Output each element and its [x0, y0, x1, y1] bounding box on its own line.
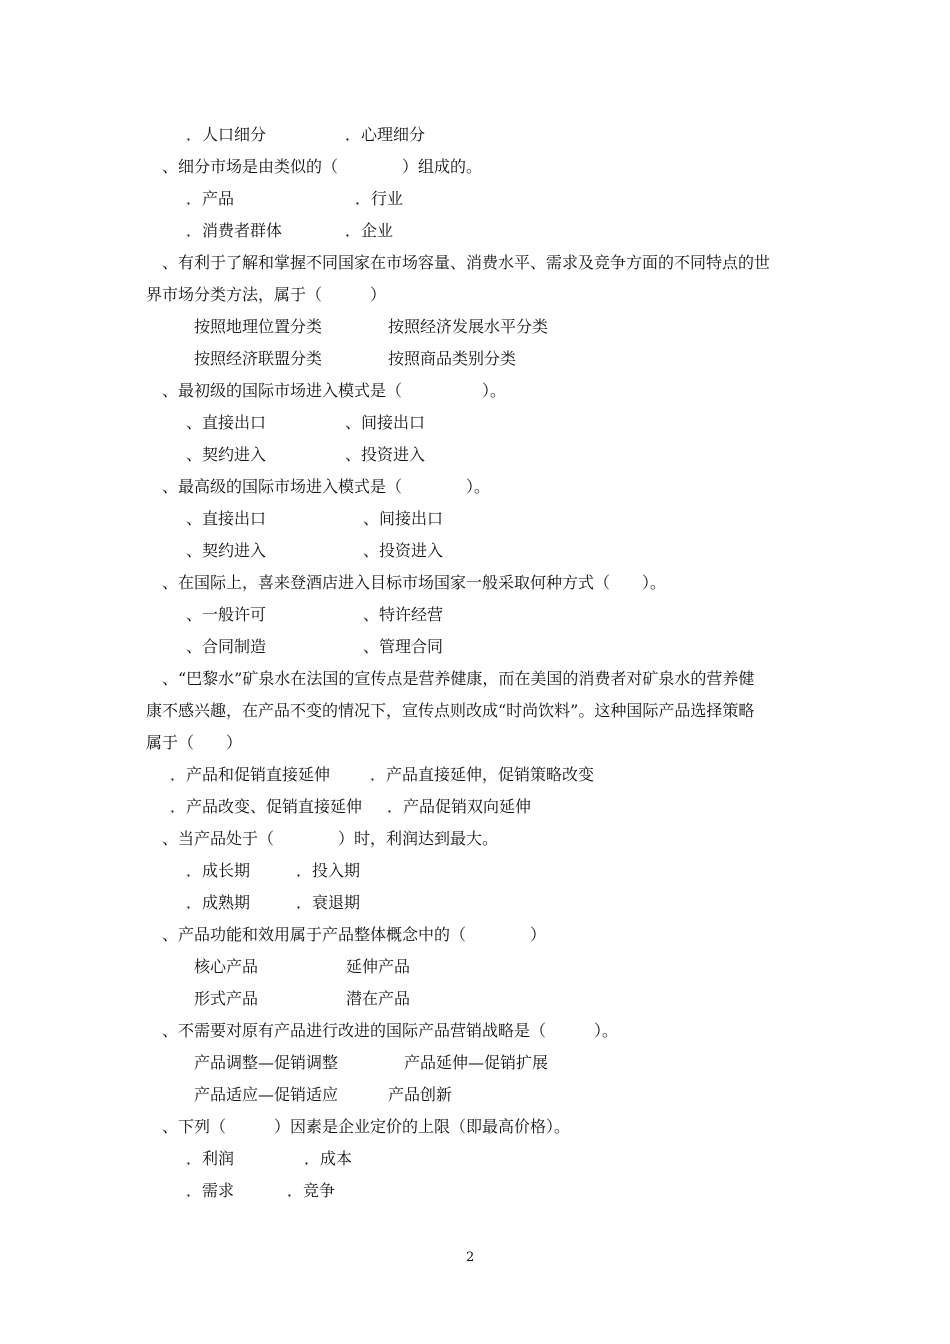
page-number: 2 [466, 1250, 475, 1265]
text-line: 、直接出口 [186, 413, 267, 432]
text-line: 、产品功能和效用属于产品整体概念中的（ ） [162, 925, 547, 944]
text-line: ．需求 [186, 1181, 235, 1200]
text-line: 、直接出口 [186, 509, 267, 528]
text-line: 、特许经营 [363, 605, 444, 624]
text-line: 、契约进入 [186, 541, 267, 560]
text-line: 延伸产品 [346, 957, 411, 976]
text-line: 属于（ ） [146, 733, 243, 752]
text-line: 按照商品类别分类 [388, 349, 517, 368]
text-line: 产品延伸—促销扩展 [404, 1053, 549, 1072]
text-line: ．产品直接延伸，促销策略改变 [370, 765, 595, 784]
text-line: ．成熟期 [186, 893, 251, 912]
text-line: ．利润 [186, 1149, 235, 1168]
text-line: 按照经济发展水平分类 [388, 317, 549, 336]
text-line: 、一般许可 [186, 605, 267, 624]
text-line: 、有利于了解和掌握不同国家在市场容量、消费水平、需求及竞争方面的不同特点的世 [162, 253, 771, 272]
text-line: ．人口细分 [186, 125, 267, 144]
text-line: ．成本 [304, 1149, 353, 1168]
text-line: 潜在产品 [346, 989, 411, 1008]
text-line: 形式产品 [194, 989, 259, 1008]
text-line: ．竞争 [287, 1181, 336, 1200]
text-line: 、细分市场是由类似的（ ）组成的。 [162, 157, 483, 176]
text-line: 、合同制造 [186, 637, 267, 656]
text-line: ．投入期 [296, 861, 361, 880]
text-line: ．衰退期 [296, 893, 361, 912]
text-line: 产品适应—促销适应 [194, 1085, 339, 1104]
text-line: 、当产品处于（ ）时，利润达到最大。 [162, 829, 499, 848]
text-line: 产品创新 [388, 1085, 453, 1104]
text-line: 、管理合同 [363, 637, 444, 656]
text-line: 、在国际上，喜来登酒店进入目标市场国家一般采取何种方式（ ）。 [162, 573, 667, 592]
text-line: 、投资进入 [345, 445, 426, 464]
text-line: ．产品 [186, 189, 235, 208]
text-line: 、间接出口 [363, 509, 444, 528]
text-line: ．成长期 [186, 861, 251, 880]
text-line: ．行业 [355, 189, 404, 208]
text-line: 、投资进入 [363, 541, 444, 560]
text-line: 按照地理位置分类 [194, 317, 323, 336]
text-line: 、下列（ ）因素是企业定价的上限（即最高价格）。 [162, 1117, 571, 1136]
text-line: 、最初级的国际市场进入模式是（ ）。 [162, 381, 507, 400]
text-line: 、最高级的国际市场进入模式是（ ）。 [162, 477, 491, 496]
text-line: ．消费者群体 [186, 221, 283, 240]
text-line: 界市场分类方法，属于（ ） [146, 285, 387, 304]
text-line: 、契约进入 [186, 445, 267, 464]
text-line: 、“巴黎水”矿泉水在法国的宣传点是营养健康，而在美国的消费者对矿泉水的营养健 [162, 669, 755, 688]
text-line: ．产品和促销直接延伸 [170, 765, 331, 784]
text-line: ．心理细分 [345, 125, 426, 144]
text-line: 按照经济联盟分类 [194, 349, 323, 368]
text-line: 、间接出口 [345, 413, 426, 432]
text-line: 核心产品 [194, 957, 259, 976]
text-line: ．产品促销双向延伸 [387, 797, 532, 816]
text-line: ．企业 [345, 221, 394, 240]
text-line: 产品调整—促销调整 [194, 1053, 339, 1072]
text-line: ．产品改变、促销直接延伸 [170, 797, 363, 816]
text-line: 康不感兴趣，在产品不变的情况下，宣传点则改成“时尚饮料”。这种国际产品选择策略 [146, 701, 755, 720]
text-line: 、不需要对原有产品进行改进的国际产品营销战略是（ ）。 [162, 1021, 619, 1040]
